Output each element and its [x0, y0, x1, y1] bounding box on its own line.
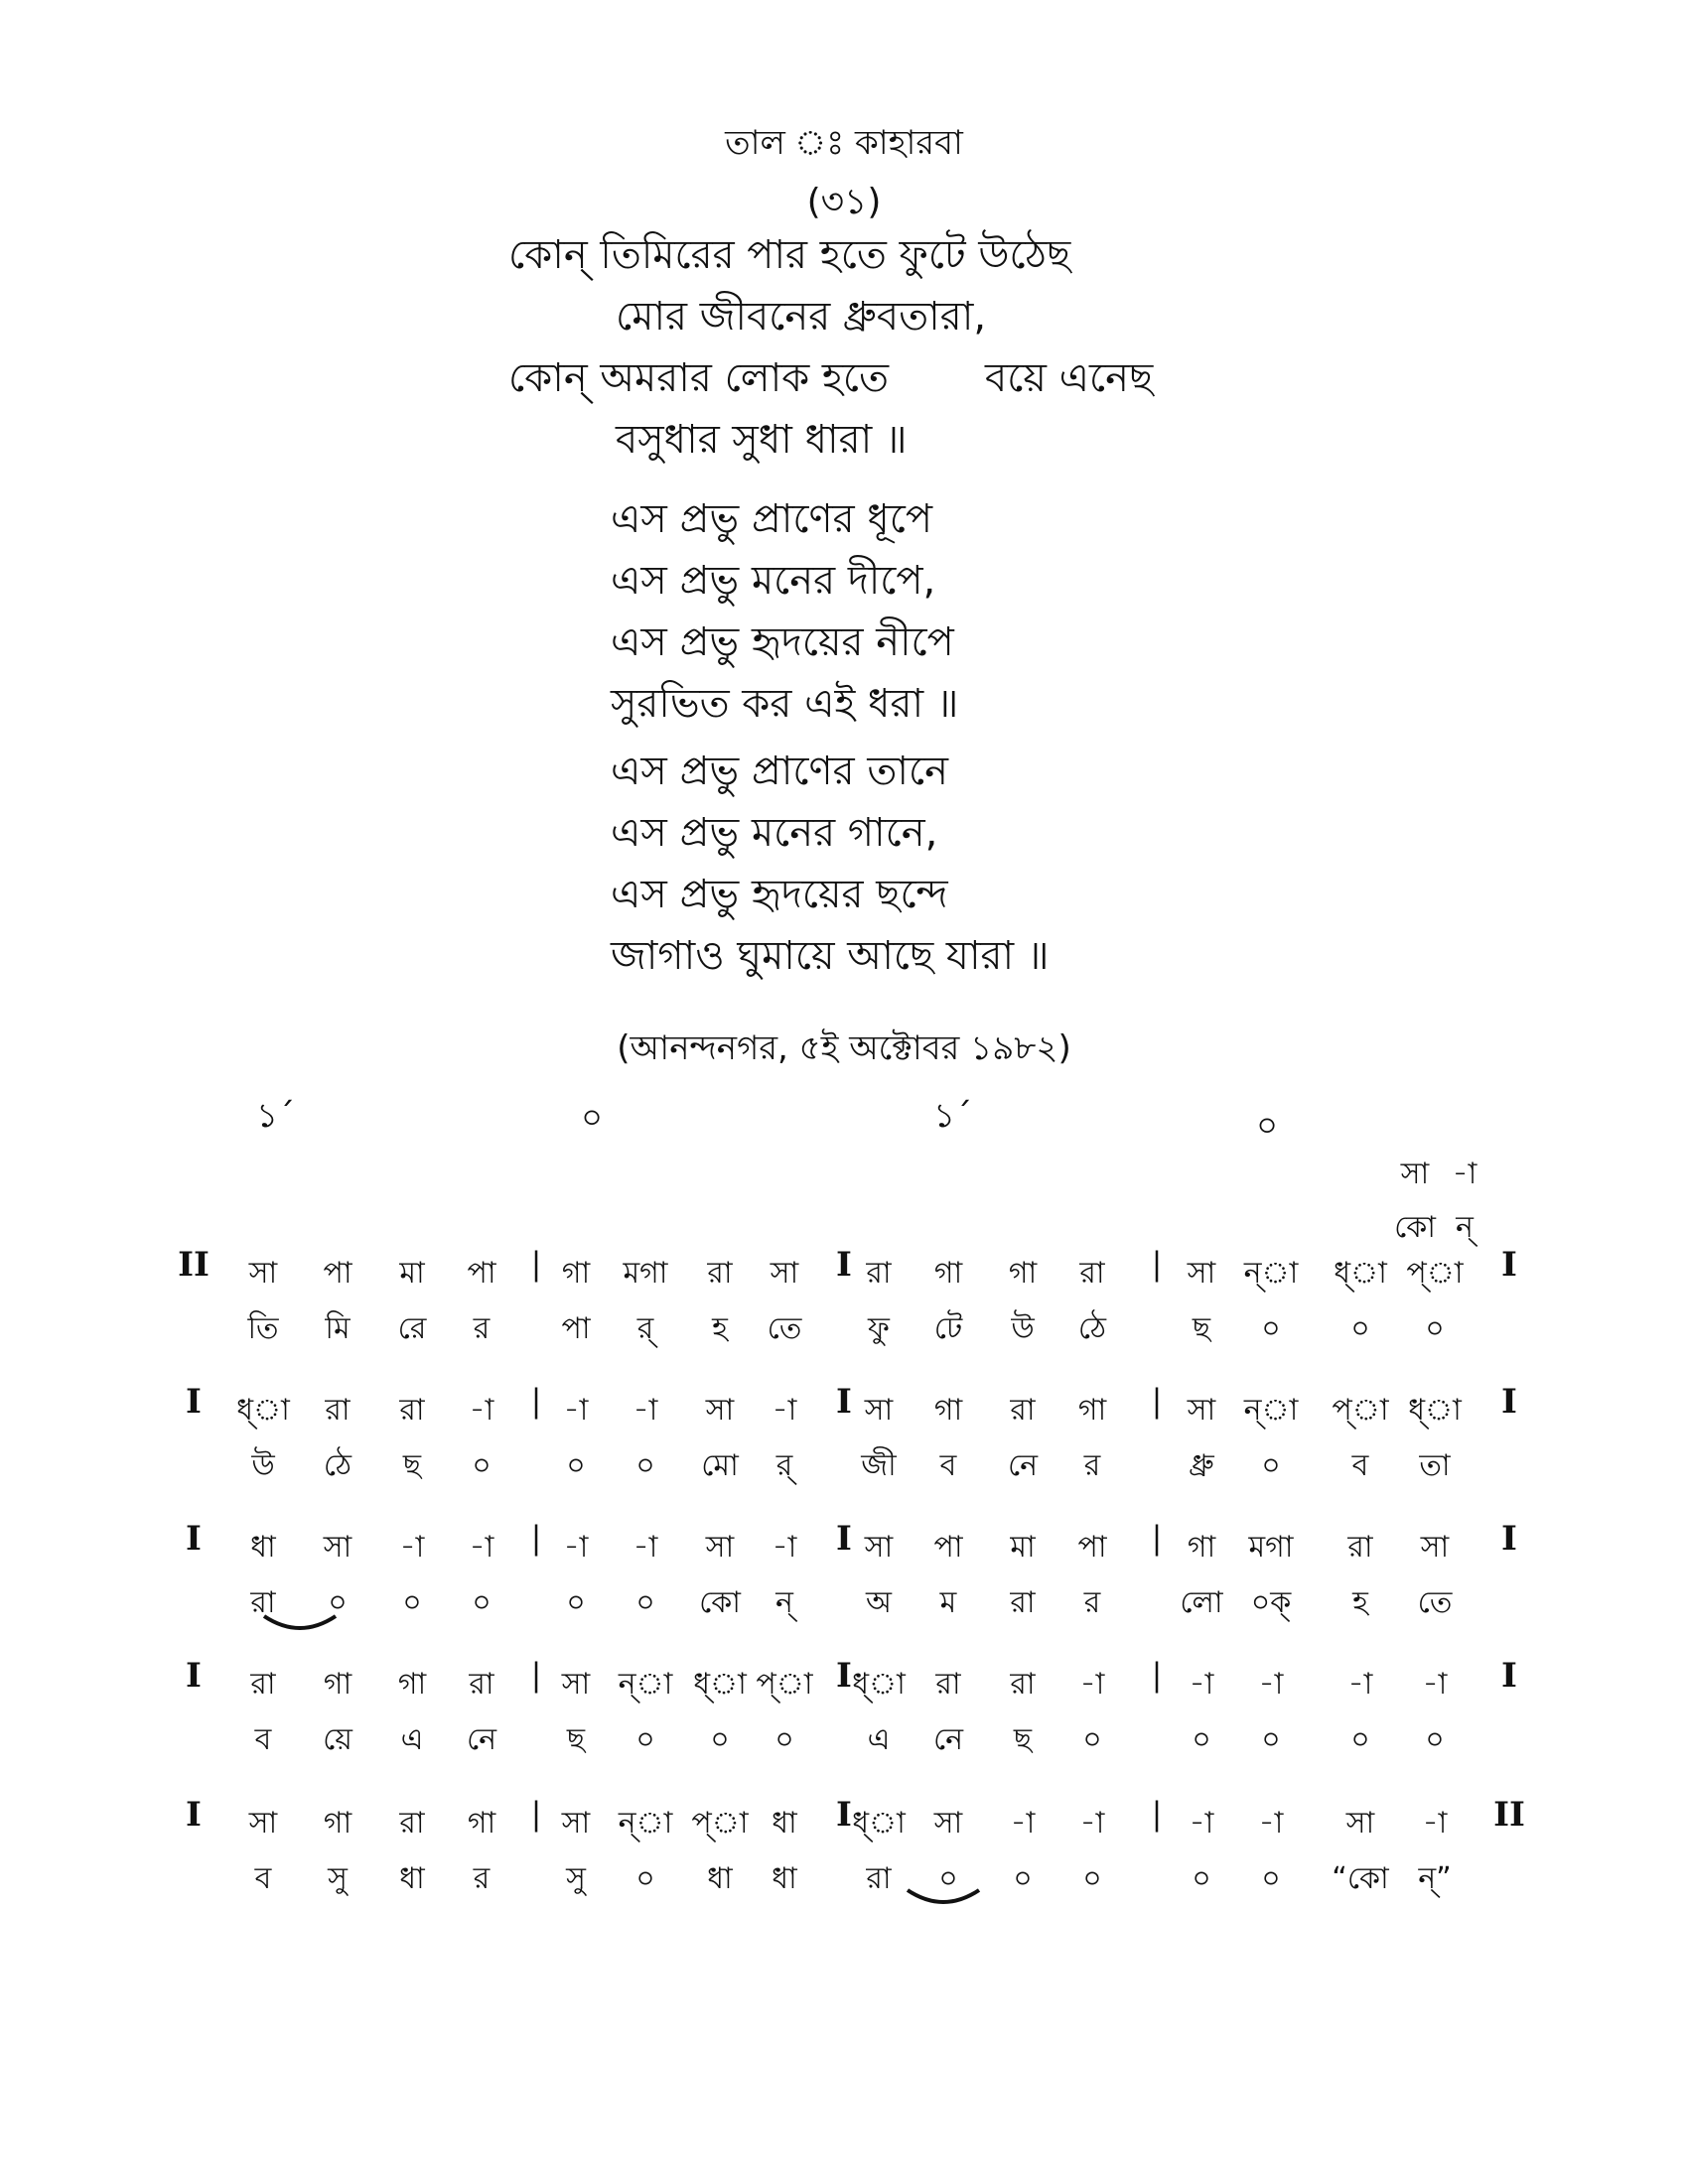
swara-note: ধ্া [1408, 1393, 1462, 1428]
swara-note: মা [1010, 1530, 1036, 1565]
swara-note: -া [1189, 1806, 1214, 1841]
swara-note: সা [323, 1530, 352, 1565]
swara-note: সা [770, 1256, 799, 1291]
swara-note: -া [1189, 1667, 1214, 1702]
place-date: (আনন্দনগর, ৫ই অক্টোবর ১৯৮২) [617, 1028, 1071, 1068]
lyric-syllable: র্ [775, 1448, 793, 1483]
lyric-syllable: মো [701, 1448, 739, 1483]
lyric-syllable: রে [397, 1311, 427, 1346]
swara-note: গা [1077, 1393, 1107, 1428]
swara-note: গা [323, 1806, 352, 1841]
pickup-swara: -া [1452, 1157, 1477, 1191]
beat-mark-khali: ০ [581, 1098, 604, 1138]
verse-line: কোন্ তিমিরের পার হতে ফুটে উঠেছ [508, 232, 1071, 278]
lyric-syllable: ব [1351, 1448, 1369, 1483]
swara-note: সা [1187, 1256, 1216, 1291]
verse-line: এস প্রভু হৃদয়ের ছন্দে [611, 872, 948, 917]
swara-note: -া [772, 1393, 797, 1428]
verse-line: জাগাও ঘুমায়ে আছে যারা ॥ [611, 933, 1050, 979]
swara-note: ধ্া [693, 1667, 747, 1702]
lyric-syllable: ব [254, 1861, 272, 1896]
beat-divider: | [530, 1245, 542, 1283]
lyric-syllable: ০ [1261, 1311, 1281, 1346]
lyric-syllable: ধা [707, 1861, 733, 1896]
lyric-syllable: ০ [1261, 1722, 1281, 1757]
lyric-syllable: রা [1010, 1585, 1036, 1620]
swara-note: সা [1187, 1393, 1216, 1428]
swara-note: পা [467, 1256, 496, 1291]
bar-line: I [186, 1656, 202, 1696]
verse-line: বয়ে এনেছ [985, 355, 1154, 401]
verse-line: মোর জীবনের ধ্রুবতারা, [616, 294, 987, 340]
swara-note: সা [248, 1256, 278, 1291]
beat-divider: | [1151, 1245, 1163, 1283]
swara-note: -া [1079, 1806, 1105, 1841]
lyric-syllable: ঠে [1077, 1311, 1107, 1346]
swara-note: রা [1079, 1256, 1105, 1291]
swara-note: রা [935, 1667, 961, 1702]
lyric-syllable: ০ [1192, 1722, 1211, 1757]
swara-note: রা [866, 1256, 892, 1291]
lyric-syllable: ০ [774, 1722, 794, 1757]
swara-note: -া [469, 1530, 494, 1565]
verse-line: বসুধার সুধা ধারা ॥ [616, 417, 908, 463]
lyric-syllable: হ [712, 1311, 728, 1346]
bar-line: I [836, 1656, 852, 1696]
bar-line: I [836, 1245, 852, 1285]
lyric-syllable: ঠে [323, 1448, 352, 1483]
swara-note: রা [1347, 1530, 1373, 1565]
lyric-syllable: সু [566, 1861, 586, 1896]
beat-divider: | [1151, 1795, 1163, 1833]
swara-note: সা [561, 1806, 591, 1841]
bar-line: I [1501, 1382, 1517, 1422]
swara-note: -া [1258, 1667, 1284, 1702]
lyric-syllable: ছ [566, 1722, 586, 1757]
pickup-bani: ন্ [1456, 1210, 1474, 1245]
lyric-syllable: র [473, 1311, 491, 1346]
lyric-syllable: ০ [710, 1722, 730, 1757]
lyric-syllable: ব [939, 1448, 957, 1483]
swara-note: ন্া [1243, 1256, 1299, 1291]
swara-note: -া [399, 1530, 425, 1565]
lyric-syllable: তে [1417, 1585, 1453, 1620]
lyric-syllable: নে [932, 1722, 964, 1757]
lyric-syllable: ফু [868, 1311, 890, 1346]
swara-note: সা [248, 1806, 278, 1841]
swara-note: -া [1347, 1667, 1373, 1702]
lyric-syllable: হ [1352, 1585, 1368, 1620]
swara-note: -া [1422, 1667, 1448, 1702]
swara-note: ধ্া [852, 1667, 906, 1702]
lyric-syllable: এ [400, 1722, 424, 1757]
lyric-syllable: নে [466, 1722, 497, 1757]
lyric-syllable: ০ [635, 1722, 655, 1757]
bar-line: I [836, 1382, 852, 1422]
lyric-syllable: কো [699, 1585, 741, 1620]
swara-note: সা [933, 1806, 963, 1841]
beat-mark-khali: ০ [1256, 1106, 1279, 1146]
bar-line: I [1501, 1656, 1517, 1696]
swara-note: -া [563, 1393, 589, 1428]
slur-mark [260, 1610, 340, 1640]
swara-note: গা [467, 1806, 496, 1841]
swara-note: রা [707, 1256, 733, 1291]
bar-line: II [178, 1245, 210, 1285]
lyric-syllable: উ [251, 1448, 275, 1483]
swara-note: -া [563, 1530, 589, 1565]
beat-divider: | [530, 1519, 542, 1557]
beat-mark-tali: ১´ [933, 1096, 973, 1136]
lyric-syllable: পা [561, 1311, 591, 1346]
lyric-syllable: ০ [472, 1448, 492, 1483]
lyric-syllable: ০ [1425, 1311, 1445, 1346]
lyric-syllable: নে [1007, 1448, 1039, 1483]
swara-note: -া [1010, 1806, 1036, 1841]
swara-note: সা [705, 1530, 735, 1565]
swara-note: গা [561, 1256, 591, 1291]
lyric-syllable: ম [939, 1585, 957, 1620]
lyric-syllable: ন্ [775, 1585, 793, 1620]
swara-note: রা [399, 1393, 425, 1428]
lyric-syllable: ছ [1013, 1722, 1033, 1757]
lyric-syllable: ০ [1082, 1722, 1102, 1757]
swara-note: গা [323, 1667, 352, 1702]
lyric-syllable: ধা [399, 1861, 425, 1896]
swara-note: প্া [1406, 1256, 1464, 1291]
swara-note: পা [1077, 1530, 1107, 1565]
pickup-swara: সা [1400, 1157, 1430, 1191]
lyric-syllable: অ [866, 1585, 892, 1620]
lyric-syllable: ০ [1350, 1311, 1370, 1346]
bar-line: I [186, 1795, 202, 1835]
lyric-syllable: ছ [1192, 1311, 1211, 1346]
swara-note: ধ্া [236, 1393, 290, 1428]
swara-note: রা [325, 1393, 351, 1428]
lyric-syllable: য়ে [323, 1722, 352, 1757]
swara-note: সা [864, 1530, 894, 1565]
lyric-syllable: ধা [772, 1861, 797, 1896]
beat-divider: | [1151, 1519, 1163, 1557]
beat-divider: | [530, 1795, 542, 1833]
lyric-syllable: র [1083, 1448, 1101, 1483]
lyric-syllable: তে [767, 1311, 802, 1346]
verse-line: কোন্ অমরার লোক হতে [508, 355, 890, 401]
swara-note: প্া [1332, 1393, 1389, 1428]
swara-note: রা [250, 1667, 276, 1702]
lyric-syllable: রা [866, 1861, 892, 1896]
lyric-syllable: ০ [566, 1585, 586, 1620]
swara-note: -া [633, 1530, 658, 1565]
lyric-syllable: ০ক্ [1250, 1585, 1292, 1620]
lyric-syllable: ০ [1261, 1448, 1281, 1483]
lyric-syllable: ০ [328, 1585, 348, 1620]
swara-note: সা [1420, 1530, 1450, 1565]
beat-divider: | [530, 1382, 542, 1420]
lyric-syllable: টে [933, 1311, 963, 1346]
lyric-syllable: রা [250, 1585, 276, 1620]
swara-note: মগা [623, 1256, 668, 1291]
swara-note: ধা [772, 1806, 797, 1841]
bar-line: I [836, 1795, 852, 1835]
swara-note: সা [1345, 1806, 1375, 1841]
bar-line: I [186, 1519, 202, 1559]
swara-note: -া [469, 1393, 494, 1428]
swara-note: প্া [756, 1667, 813, 1702]
lyric-syllable: ০ [1013, 1861, 1033, 1896]
swara-note: রা [469, 1667, 494, 1702]
verse-line: এস প্রভু হৃদয়ের নীপে [611, 619, 954, 665]
lyric-syllable: উ [1011, 1311, 1035, 1346]
lyric-syllable: “কো [1332, 1861, 1389, 1896]
lyric-syllable: ০ [566, 1448, 586, 1483]
bar-line: I [1501, 1245, 1517, 1285]
swara-note: গা [933, 1393, 963, 1428]
lyric-syllable: মি [325, 1311, 351, 1346]
swara-note: পা [323, 1256, 352, 1291]
lyric-syllable: ০ [1350, 1722, 1370, 1757]
swara-note: ধ্া [1334, 1256, 1387, 1291]
swara-note: সা [705, 1393, 735, 1428]
lyric-syllable: ০ [1192, 1861, 1211, 1896]
bar-line: I [186, 1382, 202, 1422]
lyric-syllable: ন্” [1418, 1861, 1452, 1896]
lyric-syllable: ০ [635, 1861, 655, 1896]
swara-note: ধা [250, 1530, 276, 1565]
swara-note: মগা [1248, 1530, 1294, 1565]
swara-note: মা [399, 1256, 425, 1291]
swara-note: -া [1258, 1806, 1284, 1841]
song-number: (৩১) [806, 182, 882, 222]
lyric-syllable: র [473, 1861, 491, 1896]
swara-note: গা [1008, 1256, 1038, 1291]
pickup-bani: কো [1394, 1210, 1436, 1245]
swara-note: ধ্া [852, 1806, 906, 1841]
slur-mark [904, 1884, 983, 1914]
swara-note: প্া [691, 1806, 749, 1841]
lyric-syllable: ধ্রু [1189, 1448, 1214, 1483]
bar-line: II [1493, 1795, 1525, 1835]
lyric-syllable: ০ [472, 1585, 492, 1620]
lyric-syllable: র [1083, 1585, 1101, 1620]
bar-line: I [836, 1519, 852, 1559]
swara-note: রা [1010, 1393, 1036, 1428]
verse-line: সুরভিত কর এই ধরা ॥ [611, 681, 959, 727]
lyric-syllable: এ [867, 1722, 891, 1757]
swara-note: সা [864, 1393, 894, 1428]
bar-line: I [1501, 1519, 1517, 1559]
lyric-syllable: তা [1419, 1448, 1451, 1483]
verse-line: এস প্রভু প্রাণের ধূপে [611, 496, 933, 542]
swara-note: রা [1010, 1667, 1036, 1702]
lyric-syllable: ০ [1425, 1722, 1445, 1757]
beat-mark-tali: ১´ [256, 1096, 296, 1136]
swara-note: সা [561, 1667, 591, 1702]
lyric-syllable: তি [247, 1311, 279, 1346]
swara-note: গা [397, 1667, 427, 1702]
swara-note: -া [1422, 1806, 1448, 1841]
lyric-syllable: ব [254, 1722, 272, 1757]
swara-note: গা [933, 1256, 963, 1291]
lyric-syllable: ০ [1082, 1861, 1102, 1896]
lyric-syllable: ০ [635, 1585, 655, 1620]
swara-note: -া [772, 1530, 797, 1565]
swara-note: -া [1079, 1667, 1105, 1702]
lyric-syllable: সু [328, 1861, 348, 1896]
verse-line: এস প্রভু মনের দীপে, [611, 558, 936, 604]
lyric-syllable: ০ [635, 1448, 655, 1483]
verse-line: এস প্রভু মনের গানে, [611, 810, 938, 856]
lyric-syllable: ০ [1261, 1861, 1281, 1896]
lyric-syllable: র্ [636, 1311, 654, 1346]
swara-note: পা [933, 1530, 963, 1565]
beat-divider: | [1151, 1656, 1163, 1694]
lyric-syllable: ছ [402, 1448, 422, 1483]
swara-note: ন্া [618, 1667, 673, 1702]
lyric-syllable: ০ [938, 1861, 958, 1896]
swara-note: -া [633, 1393, 658, 1428]
swara-note: গা [1187, 1530, 1216, 1565]
lyric-syllable: ০ [402, 1585, 422, 1620]
swara-note: ন্া [1243, 1393, 1299, 1428]
lyric-syllable: লো [1180, 1585, 1223, 1620]
beat-divider: | [530, 1656, 542, 1694]
lyric-syllable: জী [861, 1448, 897, 1483]
beat-divider: | [1151, 1382, 1163, 1420]
verse-line: এস প্রভু প্রাণের তানে [611, 749, 948, 794]
tala-heading: তাল ঃ কাহারবা [725, 123, 963, 163]
swara-note: ন্া [618, 1806, 673, 1841]
swara-note: রা [399, 1806, 425, 1841]
